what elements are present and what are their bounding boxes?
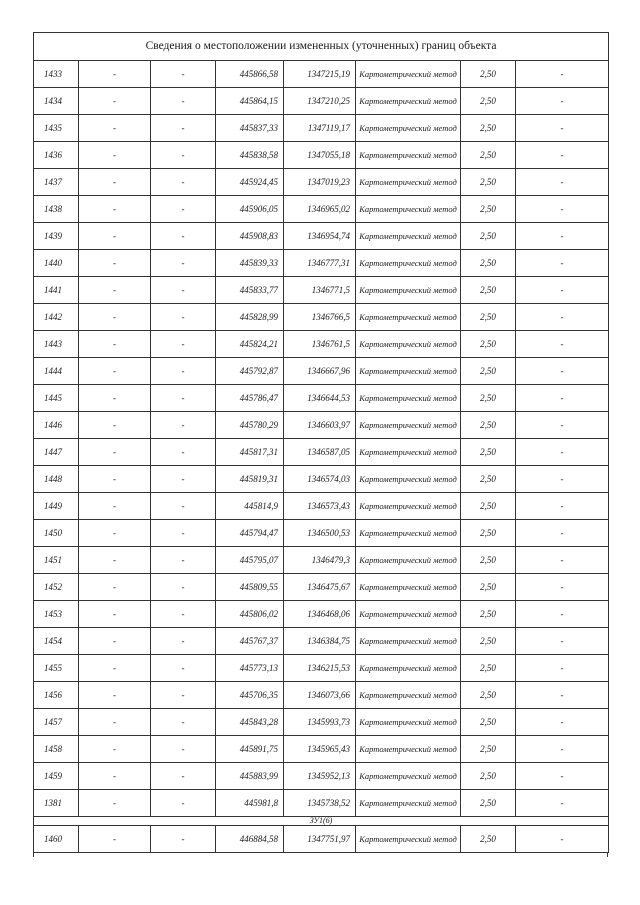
dash-cell: -: [151, 790, 216, 817]
dash-cell: -: [516, 61, 609, 88]
accuracy-cell: 2,50: [461, 223, 516, 250]
table-row: [34, 574, 609, 601]
method-cell: Картометрический метод: [356, 196, 461, 223]
x-coordinate-cell: 445833,77: [216, 277, 284, 304]
method-cell: Картометрический метод: [356, 601, 461, 628]
method-cell: Картометрический метод: [356, 655, 461, 682]
accuracy-cell: 2,50: [461, 439, 516, 466]
method-cell: Картометрический метод: [356, 628, 461, 655]
section-label: ЗУ1(6): [34, 817, 609, 826]
dash-cell: -: [79, 574, 151, 601]
table-row: [34, 331, 609, 358]
dash-cell: -: [516, 826, 609, 853]
point-number-cell: 1443: [34, 331, 79, 358]
table-row: [34, 520, 609, 547]
x-coordinate-cell: 445906,05: [216, 196, 284, 223]
y-coordinate-cell: 1346587,05: [284, 439, 356, 466]
dash-cell: -: [516, 628, 609, 655]
dash-cell: -: [151, 709, 216, 736]
dash-cell: -: [79, 142, 151, 169]
method-cell: Картометрический метод: [356, 547, 461, 574]
dash-cell: -: [151, 331, 216, 358]
dash-cell: -: [151, 61, 216, 88]
dash-cell: -: [151, 466, 216, 493]
x-coordinate-cell: 445809,55: [216, 574, 284, 601]
method-cell: Картометрический метод: [356, 277, 461, 304]
table-row: [34, 61, 609, 88]
table-row: [34, 439, 609, 466]
table-row: [34, 628, 609, 655]
dash-cell: -: [516, 790, 609, 817]
x-coordinate-cell: 445891,75: [216, 736, 284, 763]
x-coordinate-cell: 445817,31: [216, 439, 284, 466]
dash-cell: -: [516, 358, 609, 385]
table-row: [34, 655, 609, 682]
table-row: [34, 709, 609, 736]
table-row: [34, 826, 609, 853]
method-cell: Картометрический метод: [356, 736, 461, 763]
method-cell: Картометрический метод: [356, 169, 461, 196]
accuracy-cell: 2,50: [461, 493, 516, 520]
point-number-cell: 1453: [34, 601, 79, 628]
dash-cell: -: [79, 304, 151, 331]
y-coordinate-cell: 1346479,3: [284, 547, 356, 574]
x-coordinate-cell: 445864,15: [216, 88, 284, 115]
table-row: [34, 682, 609, 709]
dash-cell: -: [516, 520, 609, 547]
accuracy-cell: 2,50: [461, 61, 516, 88]
point-number-cell: 1437: [34, 169, 79, 196]
accuracy-cell: 2,50: [461, 304, 516, 331]
dash-cell: -: [151, 223, 216, 250]
x-coordinate-cell: 445839,33: [216, 250, 284, 277]
dash-cell: -: [151, 655, 216, 682]
dash-cell: -: [79, 88, 151, 115]
dash-cell: -: [79, 520, 151, 547]
y-coordinate-cell: 1346771,5: [284, 277, 356, 304]
dash-cell: -: [151, 196, 216, 223]
point-number-cell: 1436: [34, 142, 79, 169]
y-coordinate-cell: 1347119,17: [284, 115, 356, 142]
point-number-cell: 1448: [34, 466, 79, 493]
dash-cell: -: [151, 628, 216, 655]
dash-cell: -: [151, 169, 216, 196]
y-coordinate-cell: 1347215,19: [284, 61, 356, 88]
point-number-cell: 1441: [34, 277, 79, 304]
dash-cell: -: [151, 736, 216, 763]
table-row: [34, 466, 609, 493]
dash-cell: -: [79, 250, 151, 277]
point-number-cell: 1440: [34, 250, 79, 277]
dash-cell: -: [151, 547, 216, 574]
dash-cell: -: [516, 439, 609, 466]
accuracy-cell: 2,50: [461, 709, 516, 736]
dash-cell: -: [151, 250, 216, 277]
x-coordinate-cell: 445981,8: [216, 790, 284, 817]
accuracy-cell: 2,50: [461, 142, 516, 169]
table-row: [34, 763, 609, 790]
method-cell: Картометрический метод: [356, 385, 461, 412]
dash-cell: -: [151, 358, 216, 385]
table-row: [34, 304, 609, 331]
accuracy-cell: 2,50: [461, 628, 516, 655]
table-row: [34, 358, 609, 385]
y-coordinate-cell: 1346468,06: [284, 601, 356, 628]
method-cell: Картометрический метод: [356, 520, 461, 547]
method-cell: Картометрический метод: [356, 304, 461, 331]
dash-cell: -: [516, 304, 609, 331]
method-cell: Картометрический метод: [356, 682, 461, 709]
accuracy-cell: 2,50: [461, 601, 516, 628]
table-row: [34, 277, 609, 304]
y-coordinate-cell: 1345738,52: [284, 790, 356, 817]
point-number-cell: 1442: [34, 304, 79, 331]
table-row: [34, 169, 609, 196]
accuracy-cell: 2,50: [461, 574, 516, 601]
dash-cell: -: [79, 736, 151, 763]
point-number-cell: 1435: [34, 115, 79, 142]
dash-cell: -: [79, 547, 151, 574]
method-cell: Картометрический метод: [356, 250, 461, 277]
dash-cell: -: [516, 142, 609, 169]
dash-cell: -: [79, 466, 151, 493]
dash-cell: -: [516, 736, 609, 763]
y-coordinate-cell: 1346073,66: [284, 682, 356, 709]
table-row: [34, 493, 609, 520]
y-coordinate-cell: 1345965,43: [284, 736, 356, 763]
accuracy-cell: 2,50: [461, 655, 516, 682]
dash-cell: -: [516, 277, 609, 304]
method-cell: Картометрический метод: [356, 709, 461, 736]
dash-cell: -: [151, 277, 216, 304]
x-coordinate-cell: 445838,58: [216, 142, 284, 169]
y-coordinate-cell: 1346761,5: [284, 331, 356, 358]
accuracy-cell: 2,50: [461, 736, 516, 763]
table-title-row: [34, 33, 609, 61]
point-number-cell: 1447: [34, 439, 79, 466]
accuracy-cell: 2,50: [461, 763, 516, 790]
x-coordinate-cell: 445806,02: [216, 601, 284, 628]
dash-cell: -: [516, 412, 609, 439]
point-number-cell: 1451: [34, 547, 79, 574]
x-coordinate-cell: 445794,47: [216, 520, 284, 547]
x-coordinate-cell: 445814,9: [216, 493, 284, 520]
accuracy-cell: 2,50: [461, 547, 516, 574]
dash-cell: -: [516, 223, 609, 250]
point-number-cell: 1450: [34, 520, 79, 547]
table-row: [34, 115, 609, 142]
accuracy-cell: 2,50: [461, 88, 516, 115]
point-number-cell: 1434: [34, 88, 79, 115]
dash-cell: -: [79, 196, 151, 223]
y-coordinate-cell: 1346766,5: [284, 304, 356, 331]
dash-cell: -: [516, 682, 609, 709]
accuracy-cell: 2,50: [461, 277, 516, 304]
y-coordinate-cell: 1346777,31: [284, 250, 356, 277]
accuracy-cell: 2,50: [461, 385, 516, 412]
dash-cell: -: [79, 601, 151, 628]
document-sheet: [33, 32, 608, 857]
dash-cell: -: [79, 358, 151, 385]
y-coordinate-cell: 1347019,23: [284, 169, 356, 196]
dash-cell: -: [516, 196, 609, 223]
point-number-cell: 1460: [34, 826, 79, 853]
accuracy-cell: 2,50: [461, 520, 516, 547]
dash-cell: -: [79, 439, 151, 466]
dash-cell: -: [79, 826, 151, 853]
dash-cell: -: [516, 763, 609, 790]
dash-cell: -: [79, 223, 151, 250]
method-cell: Картометрический метод: [356, 412, 461, 439]
dash-cell: -: [79, 493, 151, 520]
method-cell: Картометрический метод: [356, 763, 461, 790]
table-row: [34, 736, 609, 763]
dash-cell: -: [79, 709, 151, 736]
dash-cell: -: [151, 520, 216, 547]
accuracy-cell: 2,50: [461, 682, 516, 709]
table-row: [34, 385, 609, 412]
y-coordinate-cell: 1346574,03: [284, 466, 356, 493]
dash-cell: -: [79, 277, 151, 304]
dash-cell: -: [79, 790, 151, 817]
accuracy-cell: 2,50: [461, 790, 516, 817]
dash-cell: -: [516, 250, 609, 277]
method-cell: Картометрический метод: [356, 493, 461, 520]
accuracy-cell: 2,50: [461, 250, 516, 277]
method-cell: Картометрический метод: [356, 358, 461, 385]
accuracy-cell: 2,50: [461, 358, 516, 385]
x-coordinate-cell: 445837,33: [216, 115, 284, 142]
dash-cell: -: [151, 88, 216, 115]
dash-cell: -: [79, 763, 151, 790]
x-coordinate-cell: 445866,58: [216, 61, 284, 88]
y-coordinate-cell: 1346215,53: [284, 655, 356, 682]
point-number-cell: 1454: [34, 628, 79, 655]
point-number-cell: 1455: [34, 655, 79, 682]
dash-cell: -: [151, 574, 216, 601]
method-cell: Картометрический метод: [356, 142, 461, 169]
y-coordinate-cell: 1346644,53: [284, 385, 356, 412]
dash-cell: -: [516, 115, 609, 142]
accuracy-cell: 2,50: [461, 412, 516, 439]
x-coordinate-cell: 445767,37: [216, 628, 284, 655]
method-cell: Картометрический метод: [356, 88, 461, 115]
dash-cell: -: [79, 331, 151, 358]
dash-cell: -: [79, 115, 151, 142]
x-coordinate-cell: 445908,83: [216, 223, 284, 250]
y-coordinate-cell: 1346603,97: [284, 412, 356, 439]
y-coordinate-cell: 1346384,75: [284, 628, 356, 655]
method-cell: Картометрический метод: [356, 331, 461, 358]
dash-cell: -: [79, 628, 151, 655]
dash-cell: -: [151, 826, 216, 853]
dash-cell: -: [151, 385, 216, 412]
point-number-cell: 1456: [34, 682, 79, 709]
accuracy-cell: 2,50: [461, 331, 516, 358]
y-coordinate-cell: 1345952,13: [284, 763, 356, 790]
accuracy-cell: 2,50: [461, 826, 516, 853]
x-coordinate-cell: 445924,45: [216, 169, 284, 196]
dash-cell: -: [79, 682, 151, 709]
x-coordinate-cell: 445780,29: [216, 412, 284, 439]
y-coordinate-cell: 1346573,43: [284, 493, 356, 520]
x-coordinate-cell: 445795,07: [216, 547, 284, 574]
table-row: [34, 601, 609, 628]
point-number-cell: 1452: [34, 574, 79, 601]
dash-cell: -: [516, 466, 609, 493]
table-row: [34, 250, 609, 277]
section-label-row: [34, 817, 609, 826]
x-coordinate-cell: 445824,21: [216, 331, 284, 358]
x-coordinate-cell: 445706,35: [216, 682, 284, 709]
dash-cell: -: [151, 493, 216, 520]
x-coordinate-cell: 445828,99: [216, 304, 284, 331]
dash-cell: -: [516, 88, 609, 115]
point-number-cell: 1439: [34, 223, 79, 250]
table-row: [34, 88, 609, 115]
point-number-cell: 1458: [34, 736, 79, 763]
dash-cell: -: [79, 412, 151, 439]
dash-cell: -: [516, 493, 609, 520]
method-cell: Картометрический метод: [356, 826, 461, 853]
point-number-cell: 1438: [34, 196, 79, 223]
x-coordinate-cell: 446884,58: [216, 826, 284, 853]
accuracy-cell: 2,50: [461, 196, 516, 223]
dash-cell: -: [79, 61, 151, 88]
dash-cell: -: [151, 142, 216, 169]
y-coordinate-cell: 1345993,73: [284, 709, 356, 736]
method-cell: Картометрический метод: [356, 439, 461, 466]
point-number-cell: 1433: [34, 61, 79, 88]
dash-cell: -: [516, 331, 609, 358]
y-coordinate-cell: 1347210,25: [284, 88, 356, 115]
point-number-cell: 1381: [34, 790, 79, 817]
method-cell: Картометрический метод: [356, 223, 461, 250]
dash-cell: -: [151, 115, 216, 142]
dash-cell: -: [79, 655, 151, 682]
dash-cell: -: [151, 439, 216, 466]
point-number-cell: 1445: [34, 385, 79, 412]
dash-cell: -: [151, 304, 216, 331]
method-cell: Картометрический метод: [356, 115, 461, 142]
table-row: [34, 412, 609, 439]
dash-cell: -: [516, 547, 609, 574]
dash-cell: -: [151, 763, 216, 790]
method-cell: Картометрический метод: [356, 790, 461, 817]
table-bottom-margin: [33, 853, 608, 857]
dash-cell: -: [516, 601, 609, 628]
method-cell: Картометрический метод: [356, 466, 461, 493]
dash-cell: -: [79, 169, 151, 196]
accuracy-cell: 2,50: [461, 466, 516, 493]
dash-cell: -: [79, 385, 151, 412]
point-number-cell: 1459: [34, 763, 79, 790]
point-number-cell: 1444: [34, 358, 79, 385]
point-number-cell: 1446: [34, 412, 79, 439]
dash-cell: -: [151, 412, 216, 439]
accuracy-cell: 2,50: [461, 115, 516, 142]
y-coordinate-cell: 1346475,67: [284, 574, 356, 601]
table-row: [34, 223, 609, 250]
point-number-cell: 1449: [34, 493, 79, 520]
dash-cell: -: [151, 601, 216, 628]
boundary-points-table: [33, 32, 609, 853]
y-coordinate-cell: 1347055,18: [284, 142, 356, 169]
dash-cell: -: [516, 574, 609, 601]
y-coordinate-cell: 1346667,96: [284, 358, 356, 385]
dash-cell: -: [151, 682, 216, 709]
dash-cell: -: [516, 169, 609, 196]
dash-cell: -: [516, 385, 609, 412]
table-title: Сведения о местоположении измененных (уточненных) границ объекта: [34, 33, 609, 61]
dash-cell: -: [516, 709, 609, 736]
dash-cell: -: [516, 655, 609, 682]
y-coordinate-cell: 1346954,74: [284, 223, 356, 250]
table-row: [34, 196, 609, 223]
table-row: [34, 142, 609, 169]
table-row: [34, 790, 609, 817]
table-row: [34, 547, 609, 574]
y-coordinate-cell: 1347751,97: [284, 826, 356, 853]
x-coordinate-cell: 445792,87: [216, 358, 284, 385]
x-coordinate-cell: 445819,31: [216, 466, 284, 493]
method-cell: Картометрический метод: [356, 61, 461, 88]
x-coordinate-cell: 445773,13: [216, 655, 284, 682]
x-coordinate-cell: 445843,28: [216, 709, 284, 736]
y-coordinate-cell: 1346965,02: [284, 196, 356, 223]
x-coordinate-cell: 445883,99: [216, 763, 284, 790]
point-number-cell: 1457: [34, 709, 79, 736]
x-coordinate-cell: 445786,47: [216, 385, 284, 412]
method-cell: Картометрический метод: [356, 574, 461, 601]
y-coordinate-cell: 1346500,53: [284, 520, 356, 547]
accuracy-cell: 2,50: [461, 169, 516, 196]
